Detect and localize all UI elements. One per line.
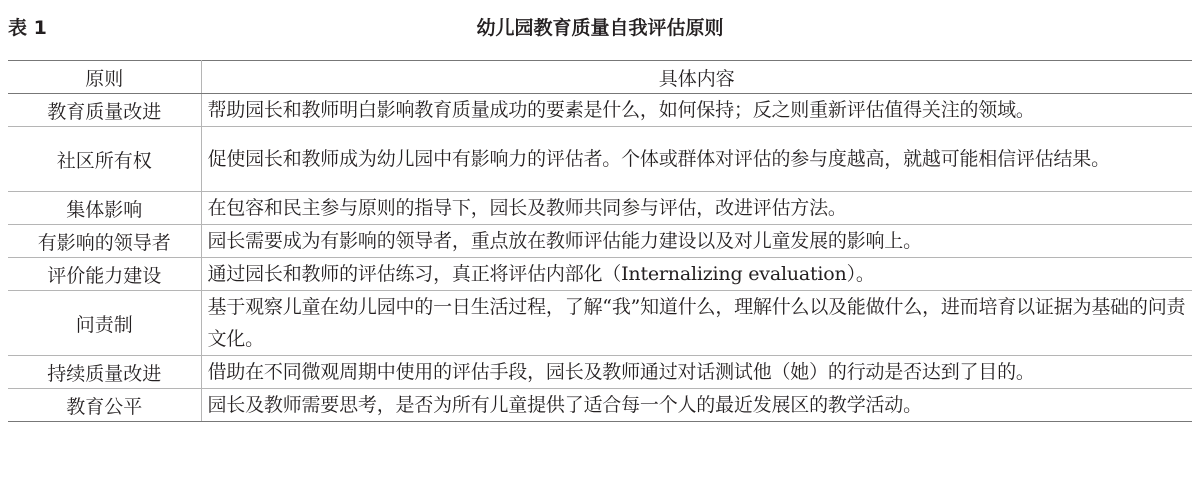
principle-name-cell: 社区所有权 [8, 127, 201, 192]
principle-content-cell: 基于观察儿童在幼儿园中的一日生活过程，了解“我”知道什么，理解什么以及能做什么，进而培育以证据为基础的问责文化。 [201, 291, 1192, 356]
table-row [8, 291, 1192, 356]
principle-name-cell: 评价能力建设 [8, 258, 201, 291]
principle-name-cell: 有影响的领导者 [8, 225, 201, 258]
principle-name-cell: 教育质量改进 [8, 94, 201, 127]
table-title: 幼儿园教育质量自我评估原则 [476, 17, 724, 39]
table-caption [8, 14, 1192, 42]
principle-content-cell: 促使园长和教师成为幼儿园中有影响力的评估者。个体或群体对评估的参与度越高，就越可能相信评估结果。 [201, 127, 1192, 192]
table-row [8, 356, 1192, 389]
table-number: 表 1 [8, 17, 47, 39]
principle-name-cell: 集体影响 [8, 192, 201, 225]
table-row [8, 94, 1192, 127]
column-header-principle: 原则 [8, 61, 201, 94]
principle-name-cell: 教育公平 [8, 389, 201, 422]
principle-content-cell: 借助在不同微观周期中使用的评估手段，园长及教师通过对话测试他（她）的行动是否达到了目的。 [201, 356, 1192, 389]
table-row [8, 258, 1192, 291]
principle-content-cell: 通过园长和教师的评估练习，真正将评估内部化（Internalizing evaluation）。 [201, 258, 1192, 291]
table-row [8, 389, 1192, 422]
principles-table [8, 60, 1192, 422]
principle-content-cell: 园长需要成为有影响的领导者，重点放在教师评估能力建设以及对儿童发展的影响上。 [201, 225, 1192, 258]
principle-content-cell: 帮助园长和教师明白影响教育质量成功的要素是什么，如何保持；反之则重新评估值得关注的领域。 [201, 94, 1192, 127]
table-row [8, 192, 1192, 225]
column-header-content: 具体内容 [201, 61, 1192, 94]
principle-name-cell: 持续质量改进 [8, 356, 201, 389]
principle-name-cell: 问责制 [8, 291, 201, 356]
table-row [8, 225, 1192, 258]
table-row [8, 127, 1192, 192]
table-header-row [8, 61, 1192, 94]
principle-content-cell: 园长及教师需要思考，是否为所有儿童提供了适合每一个人的最近发展区的教学活动。 [201, 389, 1192, 422]
principle-content-cell: 在包容和民主参与原则的指导下，园长及教师共同参与评估，改进评估方法。 [201, 192, 1192, 225]
